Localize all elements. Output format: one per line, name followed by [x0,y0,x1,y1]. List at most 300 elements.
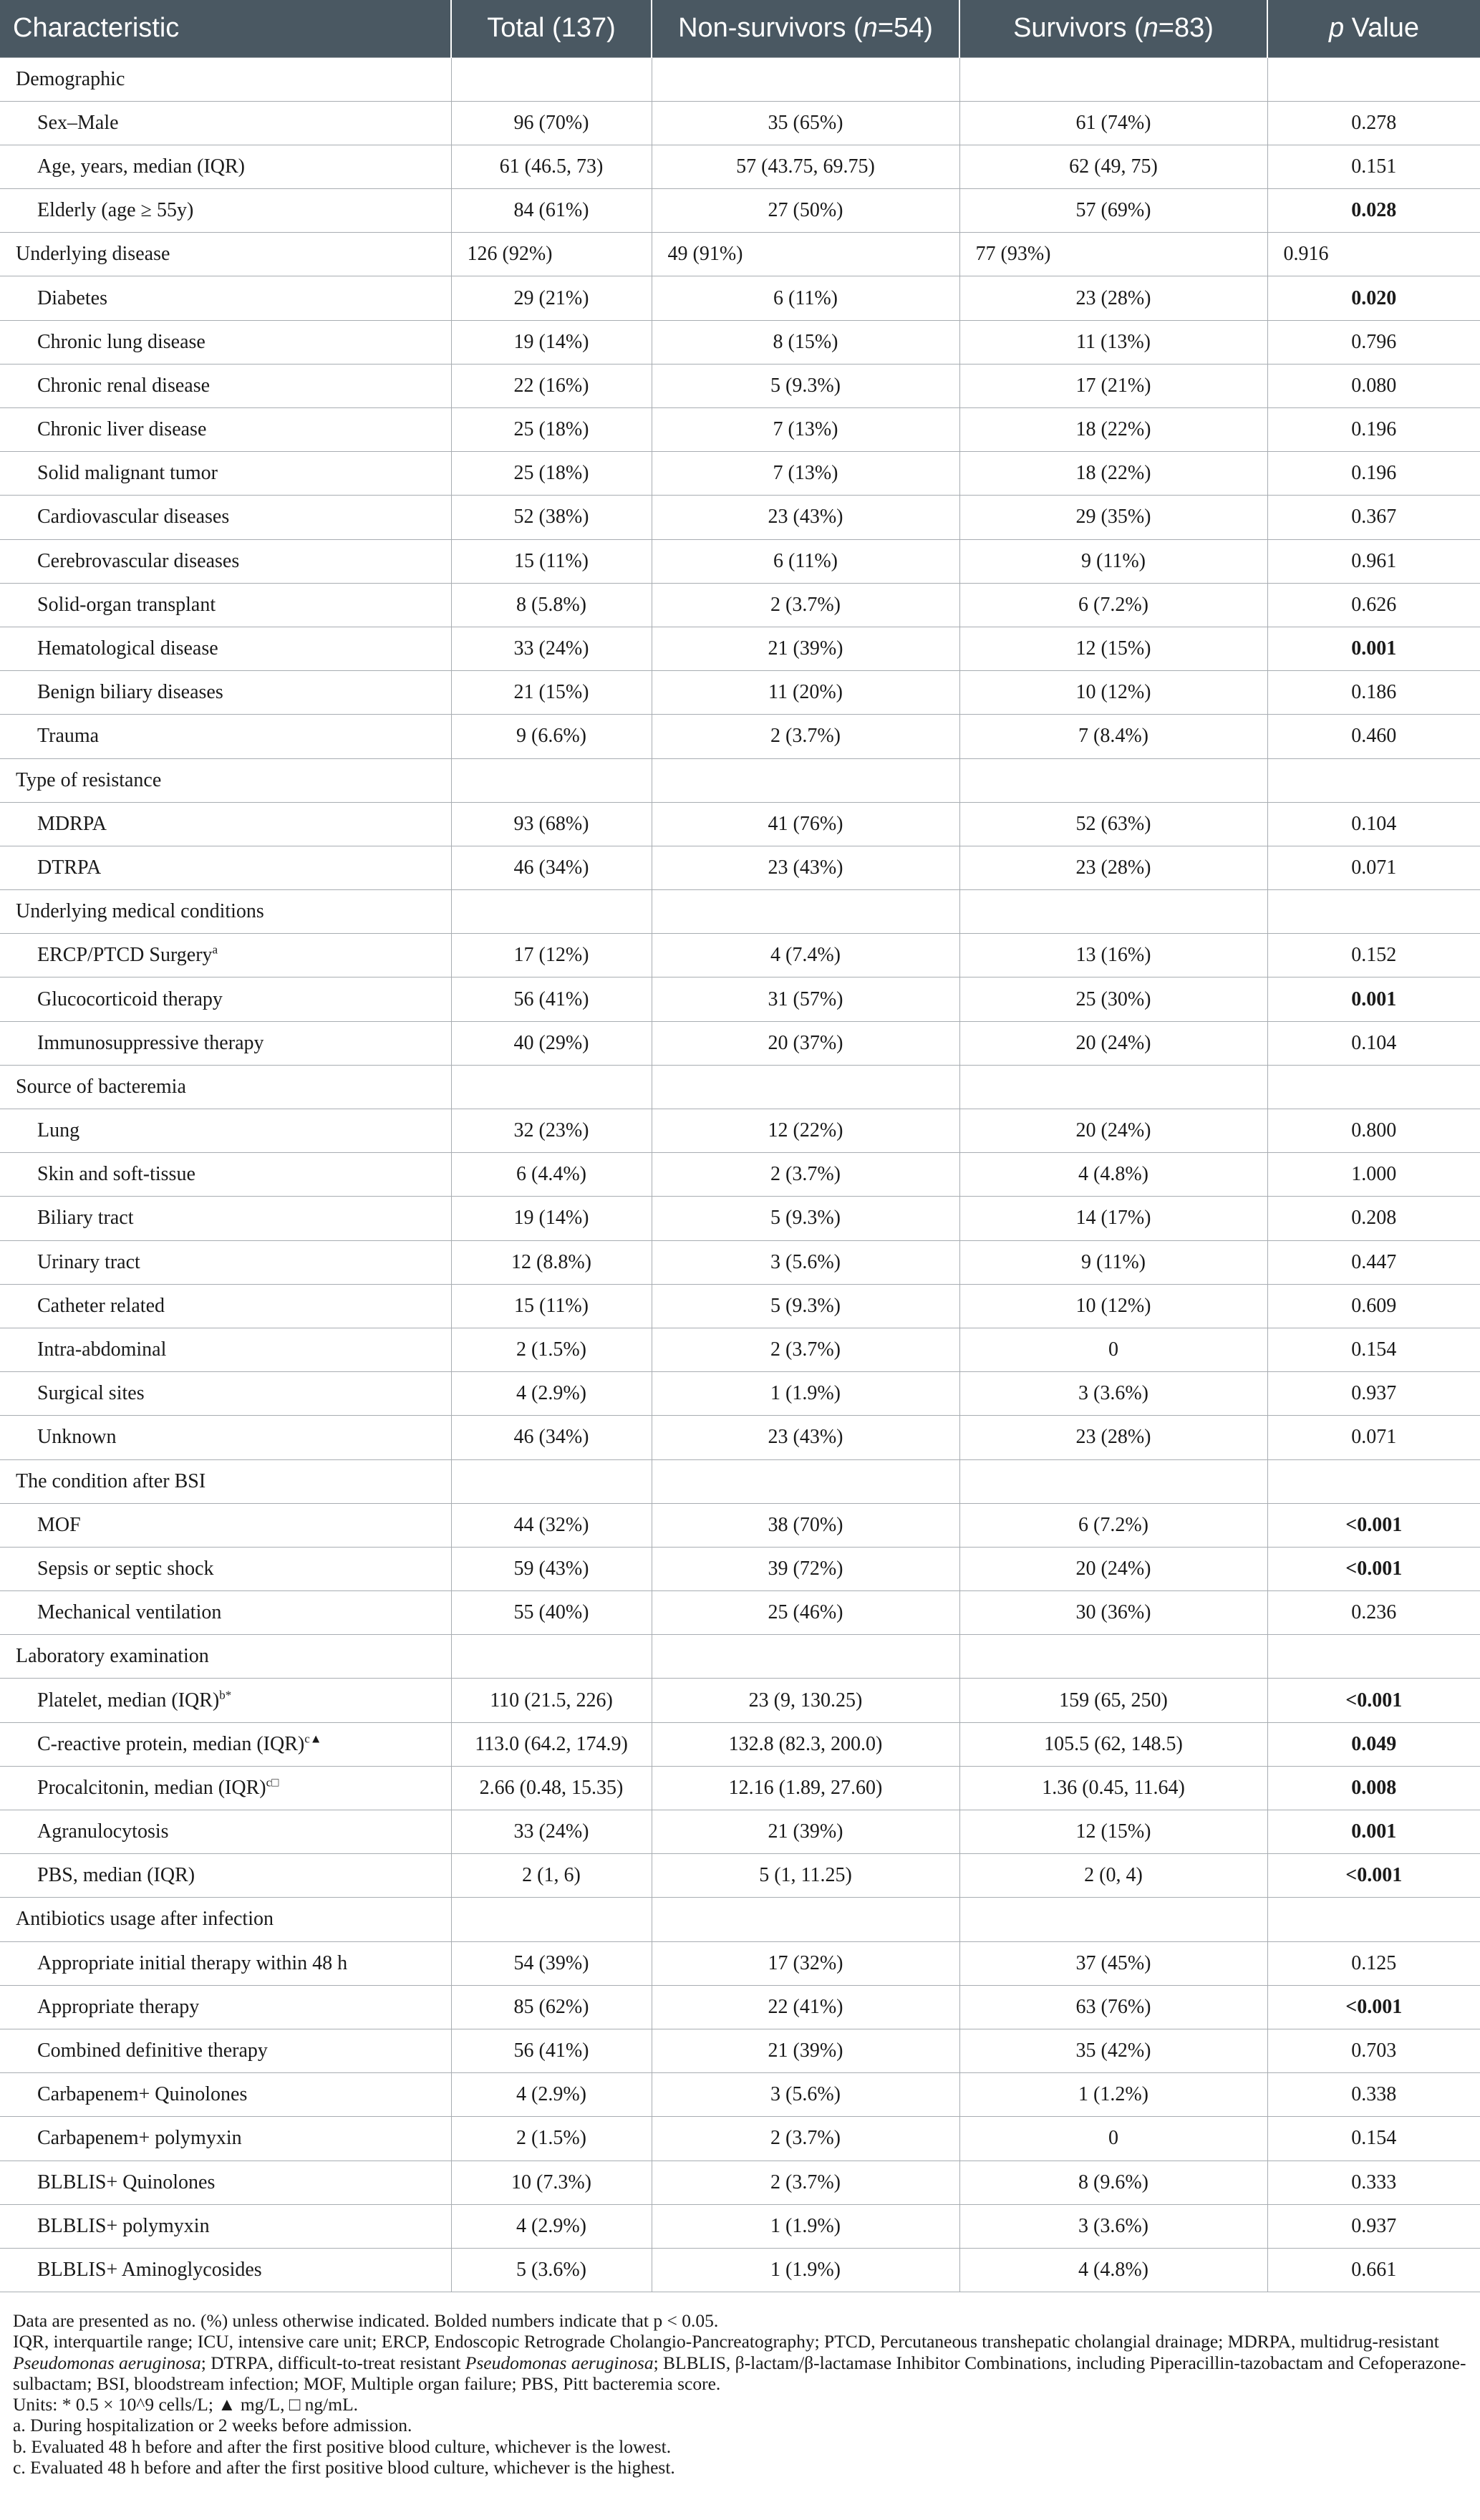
p-value-cell-text: 0.001 [1351,988,1397,1010]
non-survivors-cell-text: 2 (3.7%) [770,1338,841,1361]
label-cell [0,320,451,364]
section-row-underlying-medical-conditions [0,890,1480,934]
survivors-cell [959,715,1267,758]
survivors-cell-text: 37 (45%) [1075,1951,1151,1974]
total-cell-text: 22 (16%) [513,374,589,397]
non-survivors-cell-text: 57 (43.75, 69.75) [736,155,875,178]
label-cell-text: Appropriate therapy [37,1995,200,2018]
survivors-cell-text: 9 (11%) [1081,1250,1146,1273]
total-cell [451,715,652,758]
survivors-cell-text: 62 (49, 75) [1069,155,1158,178]
total-cell-text: 55 (40%) [513,1601,589,1624]
survivors-cell [959,101,1267,145]
non-survivors-cell-text: 22 (41%) [768,1995,843,2018]
p-value-cell-text: 0.609 [1351,1294,1397,1317]
label-cell-text: Cardiovascular diseases [37,506,230,528]
non-survivors-cell-text: 17 (32%) [768,1951,843,1974]
label-cell-text: Chronic liver disease [37,418,207,441]
label-cell [0,1591,451,1635]
survivors-cell [959,1459,1267,1503]
survivors-cell-text: 12 (15%) [1075,637,1151,660]
label-cell [0,1941,451,1985]
non-survivors-cell-text: 21 (39%) [768,1820,843,1843]
footnote-units: Units: * 0.5 × 10^9 cells/L; ▲ mg/L, □ ng/mL. [13,2394,359,2415]
non-survivors-cell [652,1679,959,1722]
table-row-ercp-ptcd-surgery [0,934,1480,977]
footnote-data-presentation: Data are presented as no. (%) unless otherwise indicated. Bolded numbers indicate that p < 0.05. [13,2310,719,2331]
survivors-cell [959,627,1267,670]
total-cell [451,1328,652,1371]
footnote-c: c. Evaluated 48 h before and after the first positive blood culture, whichever is the highest. [13,2457,675,2478]
survivors-cell [959,1503,1267,1547]
p-value-cell [1267,1459,1480,1503]
table-footnotes [13,2310,1466,2478]
non-survivors-cell-text: 1 (1.9%) [770,2258,841,2281]
p-value-cell [1267,233,1480,276]
non-survivors-cell [652,1021,959,1065]
non-survivors-cell [652,846,959,889]
survivors-cell [959,2117,1267,2161]
total-cell-text: 32 (23%) [513,1119,589,1142]
survivors-cell-text: 0 [1108,2127,1118,2150]
table-body [0,57,1480,2292]
non-survivors-cell-text: 3 (5.6%) [770,1250,841,1273]
non-survivors-cell-text: 23 (43%) [768,856,843,879]
total-cell-text: 4 (2.9%) [516,2214,586,2237]
p-value-cell [1267,1985,1480,2029]
label-cell [0,934,451,977]
survivors-cell [959,452,1267,496]
p-value-cell [1267,1898,1480,1941]
total-cell [451,1503,652,1547]
p-value-cell [1267,2029,1480,2072]
label-cell [0,1021,451,1065]
table-row-surgical-sites [0,1372,1480,1416]
survivors-cell-text: 1.36 (0.45, 11.64) [1042,1776,1185,1799]
label-cell [0,1416,451,1459]
p-value-cell-text: 0.049 [1351,1732,1397,1755]
survivors-cell-text: 23 (28%) [1075,856,1151,879]
total-cell [451,1109,652,1153]
label-cell-text: Chronic renal disease [37,374,211,397]
total-cell [451,2204,652,2248]
survivors-cell [959,1591,1267,1635]
table-row-biliary-tract [0,1197,1480,1240]
survivors-cell-text: 4 (4.8%) [1078,1163,1148,1186]
survivors-cell-text: 25 (30%) [1075,988,1151,1010]
total-cell [451,233,652,276]
label-cell [0,233,451,276]
label-cell-text: Underlying disease [16,243,170,266]
p-value-cell-text: 0.020 [1351,286,1397,309]
survivors-cell [959,276,1267,320]
survivors-cell [959,1284,1267,1328]
total-cell [451,1065,652,1109]
label-cell-text: C-reactive protein, median (IQR) [37,1732,305,1755]
non-survivors-cell [652,101,959,145]
table-row-mof [0,1503,1480,1547]
survivors-cell [959,233,1267,276]
non-survivors-cell [652,452,959,496]
section-row-antibiotics-usage-after-infection [0,1898,1480,1941]
survivors-cell [959,1153,1267,1197]
total-cell-text: 93 (68%) [513,812,589,835]
footnote-a: a. During hospitalization or 2 weeks before admission. [13,2415,412,2436]
total-cell-text: 19 (14%) [513,1207,589,1230]
label-cell-text: Underlying medical conditions [16,900,264,923]
survivors-cell [959,145,1267,188]
p-value-cell [1267,320,1480,364]
label-cell-text: Glucocorticoid therapy [37,988,223,1010]
non-survivors-cell [652,1372,959,1416]
non-survivors-cell [652,2248,959,2292]
label-cell-text: Benign biliary diseases [37,681,223,704]
survivors-cell [959,539,1267,583]
table-row-intra-abdominal [0,1328,1480,1371]
non-survivors-cell-text: 12 (22%) [768,1119,843,1142]
non-survivors-cell-text: 7 (13%) [773,418,838,441]
section-row-demographic [0,57,1480,101]
total-cell [451,846,652,889]
survivors-cell-text: 17 (21%) [1075,374,1151,397]
label-cell [0,758,451,802]
survivors-cell [959,2248,1267,2292]
label-cell [0,145,451,188]
non-survivors-cell-text: 21 (39%) [768,2039,843,2062]
table-row-lung [0,1109,1480,1153]
label-cell-text: Immunosuppressive therapy [37,1031,264,1054]
table-row-trauma [0,715,1480,758]
survivors-cell-text: 1 (1.2%) [1078,2083,1148,2106]
label-cell-text: Combined definitive therapy [37,2039,268,2062]
non-survivors-cell-text: 35 (65%) [768,111,843,134]
p-value-cell-text: 0.937 [1351,2214,1397,2237]
label-cell [0,1854,451,1898]
total-cell [451,1766,652,1810]
p-value-cell [1267,145,1480,188]
non-survivors-cell [652,1722,959,1766]
p-value-cell [1267,2248,1480,2292]
survivors-cell-text: 6 (7.2%) [1078,593,1148,616]
total-cell-text: 84 (61%) [513,199,589,222]
non-survivors-cell-text: 23 (43%) [768,506,843,528]
label-cell-text: Mechanical ventilation [37,1601,222,1624]
survivors-cell-text: 105.5 (62, 148.5) [1044,1732,1183,1755]
table-row-blblis-quinolones [0,2161,1480,2204]
p-value-cell [1267,2204,1480,2248]
non-survivors-cell-text: 6 (11%) [773,286,838,309]
label-cell-text: The condition after BSI [16,1469,206,1492]
label-cell [0,57,451,101]
total-cell [451,189,652,233]
section-row-source-of-bacteremia [0,1065,1480,1109]
non-survivors-cell-text: 8 (15%) [773,330,838,353]
p-value-cell [1267,101,1480,145]
non-survivors-cell [652,320,959,364]
label-cell [0,627,451,670]
label-cell-text: Cerebrovascular diseases [37,549,240,572]
total-cell-text: 2.66 (0.48, 15.35) [479,1776,624,1799]
table-row-elderly-age-55y [0,189,1480,233]
total-cell [451,758,652,802]
label-cell-text: Solid-organ transplant [37,593,216,616]
non-survivors-cell-text: 5 (9.3%) [770,1207,841,1230]
section-row-underlying-disease [0,233,1480,276]
survivors-cell-text: 159 (65, 250) [1059,1689,1168,1712]
p-value-cell-text: 0.333 [1351,2171,1397,2193]
non-survivors-cell [652,1240,959,1284]
non-survivors-cell [652,802,959,846]
total-cell-text: 61 (46.5, 73) [499,155,604,178]
survivors-cell [959,758,1267,802]
survivors-cell-text: 3 (3.6%) [1078,1382,1148,1405]
p-value-cell [1267,1941,1480,1985]
p-value-cell [1267,1503,1480,1547]
total-cell-text: 17 (12%) [513,944,589,967]
label-cell [0,1328,451,1371]
non-survivors-cell [652,1985,959,2029]
label-cell [0,2117,451,2161]
p-value-cell [1267,1722,1480,1766]
non-survivors-cell-text: 5 (9.3%) [770,374,841,397]
survivors-cell-text: 9 (11%) [1081,549,1146,572]
non-survivors-cell-text: 2 (3.7%) [770,2127,841,2150]
total-cell [451,408,652,452]
table-row-appropriate-therapy [0,1985,1480,2029]
total-cell [451,1941,652,1985]
p-value-cell [1267,583,1480,627]
label-cell-text: Trauma [37,725,100,748]
p-value-cell-text: 0.703 [1351,2039,1397,2062]
table-row-blblis-aminoglycosides [0,2248,1480,2292]
p-value-cell-text: 0.338 [1351,2083,1397,2106]
total-cell-text: 56 (41%) [513,2039,589,2062]
non-survivors-cell-text: 39 (72%) [768,1557,843,1580]
p-value-cell [1267,846,1480,889]
survivors-cell-text: 18 (22%) [1075,418,1151,441]
label-cell [0,2073,451,2117]
table-row-diabetes [0,276,1480,320]
total-cell-text: 19 (14%) [513,330,589,353]
p-value-cell-text: 0.236 [1351,1601,1397,1624]
total-cell-text: 15 (11%) [514,549,589,572]
label-cell-text: Lung [37,1119,80,1142]
total-cell [451,2073,652,2117]
non-survivors-cell [652,408,959,452]
total-cell-text: 29 (21%) [513,286,589,309]
label-cell [0,496,451,539]
survivors-cell [959,57,1267,101]
table-row-sex-male [0,101,1480,145]
label-cell-text: Biliary tract [37,1207,134,1230]
table-row-cerebrovascular-diseases [0,539,1480,583]
survivors-cell-text: 61 (74%) [1075,111,1151,134]
label-cell [0,1635,451,1679]
total-cell [451,977,652,1021]
p-value-cell [1267,496,1480,539]
p-value-cell-text: 0.154 [1351,1338,1397,1361]
p-value-cell [1267,1328,1480,1371]
total-cell [451,2029,652,2072]
p-value-cell-text: 0.104 [1351,1031,1397,1054]
non-survivors-cell [652,671,959,715]
label-cell-text: DTRPA [37,856,102,879]
label-cell-text: MDRPA [37,812,107,835]
non-survivors-cell [652,2204,959,2248]
label-cell [0,802,451,846]
label-cell-text: Antibiotics usage after infection [16,1908,274,1931]
survivors-cell-text: 77 (93%) [975,243,1051,266]
non-survivors-cell-text: 1 (1.9%) [770,1382,841,1405]
non-survivors-cell [652,496,959,539]
total-cell [451,583,652,627]
total-cell [451,1416,652,1459]
survivors-cell [959,189,1267,233]
table-row-solid-malignant-tumor [0,452,1480,496]
non-survivors-cell [652,890,959,934]
label-cell-text: Carbapenem+ Quinolones [37,2083,248,2106]
non-survivors-cell [652,57,959,101]
label-cell-text: Sepsis or septic shock [37,1557,214,1580]
survivors-cell [959,1854,1267,1898]
survivors-cell-text: 29 (35%) [1075,506,1151,528]
table-row-blblis-polymyxin [0,2204,1480,2248]
p-value-cell-text: 0.961 [1351,549,1397,572]
table-row-hematological-disease [0,627,1480,670]
survivors-cell [959,1679,1267,1722]
survivors-cell [959,1898,1267,1941]
non-survivors-cell-text: 23 (9, 130.25) [748,1689,863,1712]
label-cell [0,2161,451,2204]
survivors-cell-text: 20 (24%) [1075,1557,1151,1580]
label-cell [0,977,451,1021]
survivors-cell-text: 14 (17%) [1075,1207,1151,1230]
p-value-cell [1267,1153,1480,1197]
label-cell [0,2029,451,2072]
survivors-cell-text: 13 (16%) [1075,944,1151,967]
p-value-cell [1267,1284,1480,1328]
label-cell-text: Skin and soft-tissue [37,1163,195,1186]
label-cell-text: Procalcitonin, median (IQR) [37,1776,266,1799]
total-cell-text: 56 (41%) [513,988,589,1010]
p-value-cell [1267,1810,1480,1854]
label-cell [0,2204,451,2248]
header-characteristic: Characteristic [0,0,451,57]
p-value-cell-text: 0.151 [1351,155,1397,178]
non-survivors-cell-text: 4 (7.4%) [770,944,841,967]
survivors-cell [959,1328,1267,1371]
footnote-marker: c□ [266,1775,279,1790]
survivors-cell [959,802,1267,846]
table-row-glucocorticoid-therapy [0,977,1480,1021]
p-value-cell [1267,627,1480,670]
non-survivors-cell-text: 2 (3.7%) [770,1163,841,1186]
non-survivors-cell-text: 21 (39%) [768,637,843,660]
non-survivors-cell [652,934,959,977]
p-value-cell [1267,1197,1480,1240]
label-cell-text: Platelet, median (IQR) [37,1689,220,1712]
p-value-cell [1267,189,1480,233]
non-survivors-cell-text: 6 (11%) [773,549,838,572]
non-survivors-cell [652,1503,959,1547]
label-cell [0,890,451,934]
non-survivors-cell-text: 1 (1.9%) [770,2214,841,2237]
total-cell [451,364,652,407]
label-cell [0,583,451,627]
p-value-cell [1267,890,1480,934]
total-cell [451,1898,652,1941]
total-cell-text: 54 (39%) [513,1951,589,1974]
p-value-cell [1267,1766,1480,1810]
p-value-cell [1267,1679,1480,1722]
table-row-age-years-median-iqr [0,145,1480,188]
non-survivors-cell [652,2117,959,2161]
section-row-the-condition-after-bsi [0,1459,1480,1503]
non-survivors-cell-text: 25 (46%) [768,1601,843,1624]
label-cell [0,671,451,715]
p-value-cell [1267,452,1480,496]
survivors-cell-text: 11 (13%) [1076,330,1151,353]
non-survivors-cell [652,276,959,320]
label-cell [0,276,451,320]
total-cell-text: 33 (24%) [513,1820,589,1843]
p-value-cell [1267,977,1480,1021]
label-cell [0,452,451,496]
table-row-immunosuppressive-therapy [0,1021,1480,1065]
total-cell-text: 2 (1.5%) [516,1338,586,1361]
total-cell [451,890,652,934]
survivors-cell [959,2073,1267,2117]
label-cell [0,539,451,583]
total-cell-text: 126 (92%) [467,243,553,266]
total-cell [451,1985,652,2029]
total-cell [451,145,652,188]
survivors-cell [959,1985,1267,2029]
p-value-cell-text: 0.125 [1351,1951,1397,1974]
non-survivors-cell [652,145,959,188]
survivors-cell-text: 12 (15%) [1075,1820,1151,1843]
total-cell [451,496,652,539]
total-cell-text: 2 (1.5%) [516,2127,586,2150]
non-survivors-cell [652,1810,959,1854]
non-survivors-cell-text: 7 (13%) [773,462,838,485]
table-row-cardiovascular-diseases [0,496,1480,539]
non-survivors-cell [652,1109,959,1153]
p-value-cell-text: 0.447 [1351,1250,1397,1273]
total-cell [451,1284,652,1328]
non-survivors-cell [652,1635,959,1679]
section-row-type-of-resistance [0,758,1480,802]
p-value-cell [1267,1372,1480,1416]
table-row-dtrpa [0,846,1480,889]
non-survivors-cell [652,1197,959,1240]
table-row-carbapenem-polymyxin [0,2117,1480,2161]
total-cell-text: 59 (43%) [513,1557,589,1580]
label-cell-text: Sex–Male [37,111,119,134]
total-cell [451,1197,652,1240]
label-cell-text: Surgical sites [37,1382,145,1405]
non-survivors-cell-text: 132.8 (82.3, 200.0) [728,1732,883,1755]
table-row-agranulocytosis [0,1810,1480,1854]
label-cell-text: Laboratory examination [16,1645,209,1668]
survivors-cell [959,364,1267,407]
survivors-cell-text: 6 (7.2%) [1078,1513,1148,1536]
label-cell-text: Appropriate initial therapy within 48 h [37,1951,348,1974]
p-value-cell [1267,1065,1480,1109]
total-cell [451,1547,652,1590]
label-cell-text: Chronic lung disease [37,330,205,353]
survivors-cell-text: 18 (22%) [1075,462,1151,485]
